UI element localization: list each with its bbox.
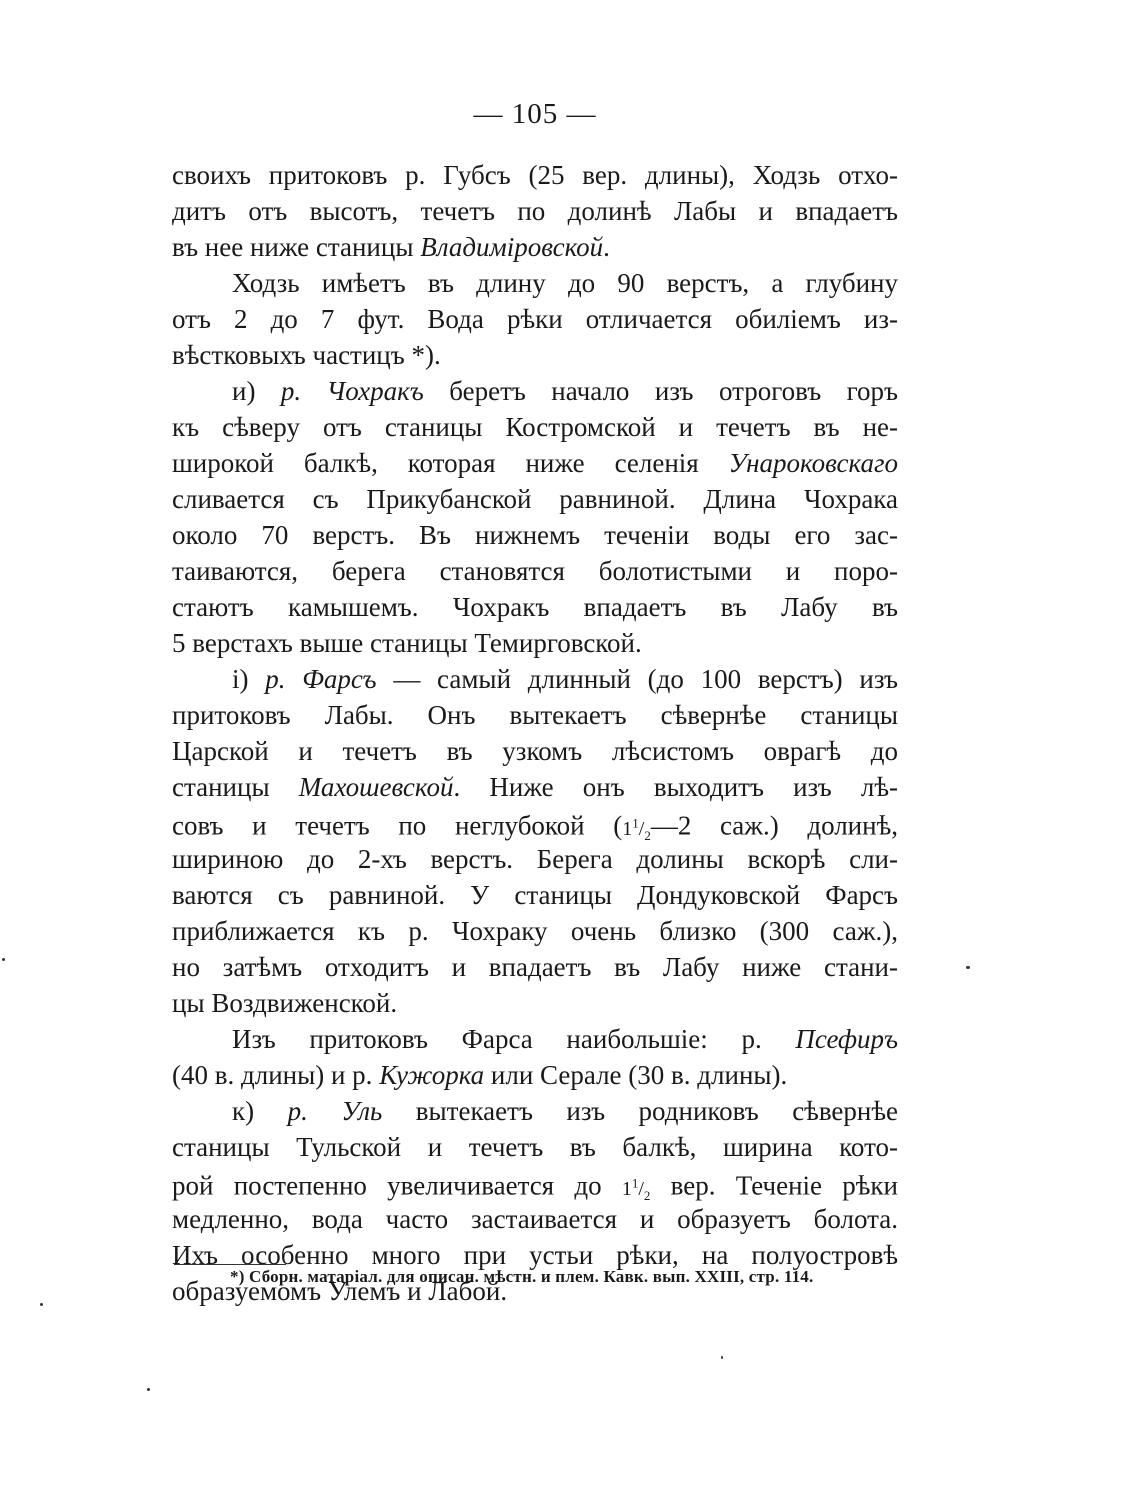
footnote-divider — [174, 1264, 286, 1265]
text-line: цы Воздвиженской. — [172, 988, 398, 1018]
scan-speck — [721, 1356, 723, 1359]
text-line: своихъ притоковъ р. Губсъ (25 вер. длины), Ходзь отхо- — [172, 160, 898, 190]
text-line: ваются съ равниной. У станицы Дондуковской Фарсъ — [172, 880, 898, 910]
river-name: р. Чохракъ — [280, 376, 424, 406]
text-line: Изъ притоковъ Фарса наибольшіе: р. Псефиръ — [232, 1024, 898, 1054]
text-line: сливается съ Прикубанской равниной. Длина Чохрака — [172, 484, 898, 514]
scan-speck — [2, 958, 5, 961]
text-line: вѣстковыхъ частицъ *). — [172, 340, 441, 370]
text-line: и) р. Чохракъ беретъ начало изъ отроговъ горъ — [232, 376, 898, 406]
text-line: Царской и течетъ въ узкомъ лѣсистомъ оврагѣ до — [172, 736, 898, 766]
text-line: совъ и течетъ по неглубокой ($1^1/_2—2$ саж.) долинѣ, — [172, 810, 898, 843]
scan-speck — [966, 966, 970, 969]
text-line: но затѣмъ отходитъ и впадаетъ въ Лабу ниже стани- — [172, 952, 898, 982]
place-name: Владиміровской — [420, 232, 604, 262]
text-line: станицы Махошевской. Ниже онъ выходитъ изъ лѣ- — [172, 772, 898, 802]
footnote: *) Сборн. матаріал. для описан. мѣстн. и плем. Кавк. вып. XXIII, стр. 114. — [230, 1267, 814, 1286]
river-name: р. Уль — [287, 1096, 383, 1126]
text-line: стаютъ камышемъ. Чохракъ впадаетъ въ Лабу въ — [172, 592, 898, 622]
text-line: къ сѣверу отъ станицы Костромской и течетъ въ не- — [172, 412, 898, 442]
text-line: шириною до 2-хъ верстъ. Берега долины вскорѣ сли- — [172, 844, 898, 874]
text-line: таиваются, берега становятся болотистыми и поро- — [172, 556, 898, 586]
place-name: Унароковскаго — [728, 448, 898, 478]
text-line: образуемомъ Улемъ и Лабой. — [172, 1276, 508, 1306]
scan-speck — [147, 1388, 150, 1391]
river-name: Кужорка — [379, 1060, 485, 1090]
river-name: Псефиръ — [795, 1024, 898, 1054]
text-line: рой постепенно увеличивается до $1^1/_2$ вер. Теченіе рѣки — [172, 1170, 898, 1203]
text-line: і) р. Фарсъ — самый длинный (до 100 верстъ) изъ — [232, 664, 898, 694]
page-number: — 105 — — [473, 98, 597, 130]
text-line: широкой балкѣ, которая ниже селенія Унароковскаго — [172, 448, 898, 478]
text-line: Ихъ особенно много при устьи рѣки, на полуостровѣ — [172, 1240, 898, 1270]
text-line: (40 в. длины) и р. Кужорка или Серале (30 в. длины). — [172, 1060, 788, 1090]
text-line: 5 верстахъ выше станицы Темирговской. — [172, 628, 642, 658]
text-line: около 70 верстъ. Въ нижнемъ теченіи воды его зас- — [172, 520, 898, 550]
text-line: притоковъ Лабы. Онъ вытекаетъ сѣвернѣе станицы — [172, 700, 898, 730]
fraction: $1^1/_2$ — [622, 815, 651, 843]
text-line: дитъ отъ высотъ, течетъ по долинѣ Лабы и впадаетъ — [172, 196, 898, 226]
text-line: медленно, вода часто застаивается и образуетъ болота. — [172, 1204, 898, 1234]
body-text — [172, 157, 898, 1309]
text-line: отъ 2 до 7 фут. Вода рѣки отличается обиліемъ из- — [172, 304, 898, 334]
text-line: Ходзь имѣетъ въ длину до 90 верстъ, а глубину — [232, 268, 898, 298]
text-line: станицы Тульской и течетъ въ балкѣ, ширина кото- — [172, 1132, 898, 1162]
fraction: $1^1/_2$ — [621, 1175, 651, 1203]
place-name: Махошевской — [298, 772, 454, 802]
scan-speck — [40, 1303, 43, 1306]
text-line: к) р. Уль вытекаетъ изъ родниковъ сѣвернѣе — [232, 1096, 899, 1126]
text-line: приближается къ р. Чохраку очень близко (300 саж.), — [172, 916, 898, 946]
river-name: р. Фарсъ — [265, 664, 377, 694]
text-line: въ нее ниже станицы Владиміровской. — [172, 232, 610, 262]
